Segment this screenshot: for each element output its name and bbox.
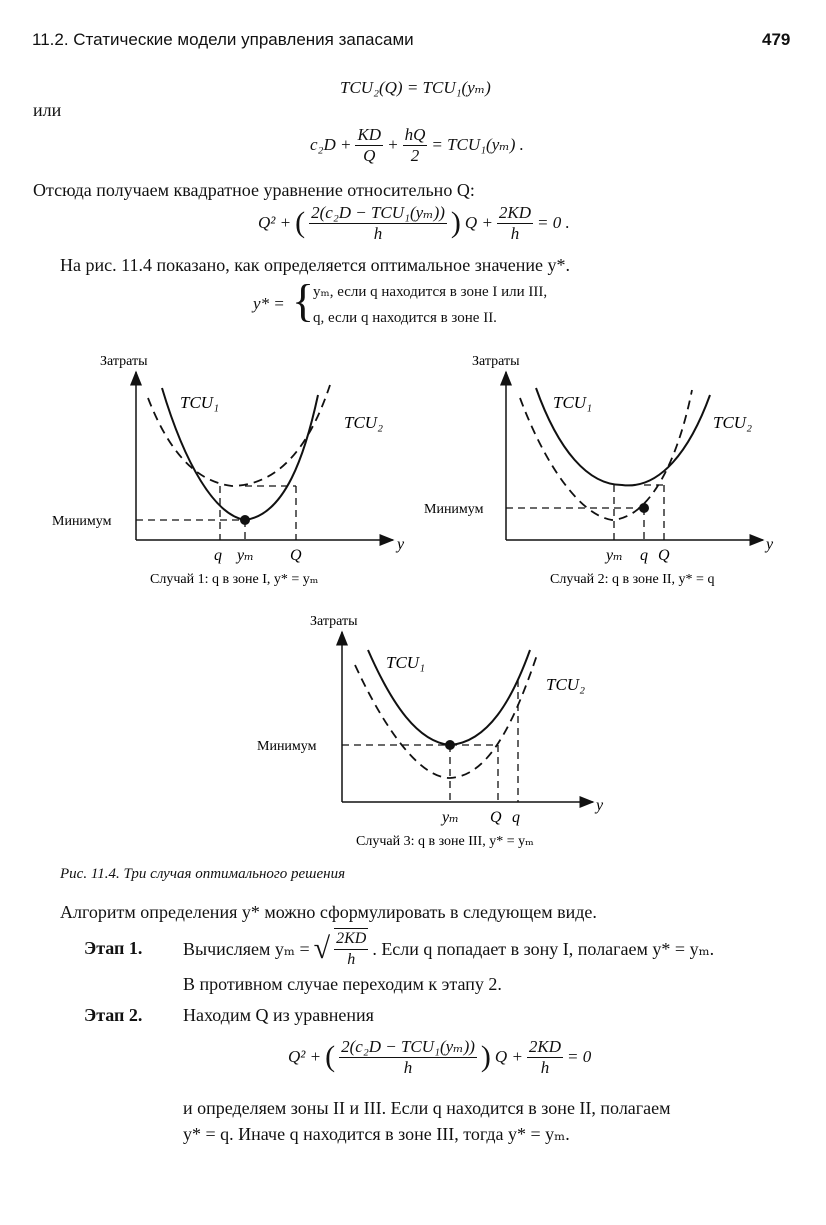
panel2-tick-1: yₘ — [606, 547, 623, 564]
ystar-lhs: y* = — [253, 294, 285, 313]
equation-1: TCU₂(Q) = TCU₁(yₘ) — [340, 78, 491, 97]
quadratic-equation: Q² + ( $\frac{\text{2(c₂D − TCU₁(yₘ))}}{h}$ ) Q + $\frac{2KD}{h}$ = 0 . — [258, 202, 570, 243]
or-word: или — [33, 100, 62, 120]
section-header: 11.2. Статические модели управления запасами — [32, 30, 414, 49]
panel2-tcu2-label: TCU₂ — [713, 413, 752, 432]
panel3-tcu2-curve — [355, 652, 538, 778]
panel2-tick-2: q — [640, 547, 648, 564]
panel3-tick-2: Q — [490, 809, 502, 826]
step-2-equation: Q² + ( $\frac{\text{2(c₂D − TCU₁(yₘ))}}{h}$ ) Q + $\frac{2KD}{h}$ = 0 — [288, 1036, 592, 1077]
step-1-line: Вычисляем yₘ = √ $\frac{2KD}{h}$ . Если q попадает в зону I, полагаем y* = yₘ. — [183, 930, 715, 968]
step-2-zones: и определяем зоны II и III. Если q находится в зоне II, полагаем — [183, 1098, 671, 1118]
panel1-tick-3: Q — [290, 547, 302, 564]
panel3-x-axis-label: y — [596, 797, 604, 814]
step-1-else: В противном случае переходим к этапу 2. — [183, 974, 502, 994]
panel3-minimum-point — [445, 740, 455, 750]
panel3-tick-1: yₘ — [442, 809, 459, 826]
panel1-minimum-point — [240, 515, 250, 525]
quadratic-intro: Отсюда получаем квадратное уравнение относительно Q: — [33, 180, 475, 200]
panel1-tcu2-curve — [148, 385, 330, 486]
page-number: 479 — [762, 30, 791, 49]
panel2-minimum-point — [639, 503, 649, 513]
figure-reference: На рис. 11.4 показано, как определяется оптимальное значение y*. — [60, 255, 571, 275]
panel-case-3 — [257, 614, 604, 849]
panel3-y-axis-label: Затраты — [310, 614, 358, 629]
panel-case-1 — [52, 354, 405, 587]
panel1-x-axis-label: y — [397, 536, 405, 553]
figure-caption: Рис. 11.4. Три случая оптимального решения — [60, 866, 346, 882]
panel2-y-axis-label: Затраты — [472, 354, 520, 369]
figure-11-4 — [0, 340, 826, 870]
case-1: yₘ, если q находится в зоне I или III, — [313, 284, 548, 300]
panel2-caption: Случай 2: q в зоне II, y* = q — [550, 572, 715, 587]
panel3-tcu2-label: TCU₂ — [546, 675, 585, 694]
algorithm-intro: Алгоритм определения y* можно сформулировать в следующем виде. — [60, 902, 597, 922]
panel1-min-label: Минимум — [52, 514, 112, 529]
equation-2: c₂D + $\frac{KD}{Q}$ + $\frac{hQ}{2}$ = TCU₁(yₘ) . — [310, 124, 524, 165]
panel2-min-label: Минимум — [424, 502, 484, 517]
panel2-tick-3: Q — [658, 547, 670, 564]
brace: { — [292, 275, 315, 326]
step-2-result: y* = q. Иначе q находится в зоне III, тогда y* = yₘ. — [183, 1124, 570, 1144]
panel1-tick-2: yₘ — [237, 547, 254, 564]
panel3-tick-3: q — [512, 809, 520, 826]
step-2-label: Этап 2. — [84, 1005, 143, 1025]
panel3-tcu1-label: TCU₁ — [386, 653, 425, 672]
panel1-caption: Случай 1: q в зоне I, y* = yₘ — [150, 572, 319, 587]
step-1-label: Этап 1. — [84, 938, 143, 958]
panel1-tcu1-label: TCU₁ — [180, 393, 219, 412]
panel1-tick-1: q — [214, 547, 222, 564]
panel3-caption: Случай 3: q в зоне III, y* = yₘ — [356, 834, 534, 849]
step-2-text: Находим Q из уравнения — [183, 1005, 374, 1025]
panel2-tcu1-curve — [520, 390, 692, 520]
panel1-y-axis-label: Затраты — [100, 354, 148, 369]
panel-case-2 — [424, 354, 774, 587]
panel1-tcu2-label: TCU₂ — [344, 413, 383, 432]
panel2-x-axis-label: y — [766, 536, 774, 553]
case-2: q, если q находится в зоне II. — [313, 310, 497, 326]
panel3-min-label: Минимум — [257, 739, 317, 754]
panel2-tcu1-label: TCU₁ — [553, 393, 592, 412]
